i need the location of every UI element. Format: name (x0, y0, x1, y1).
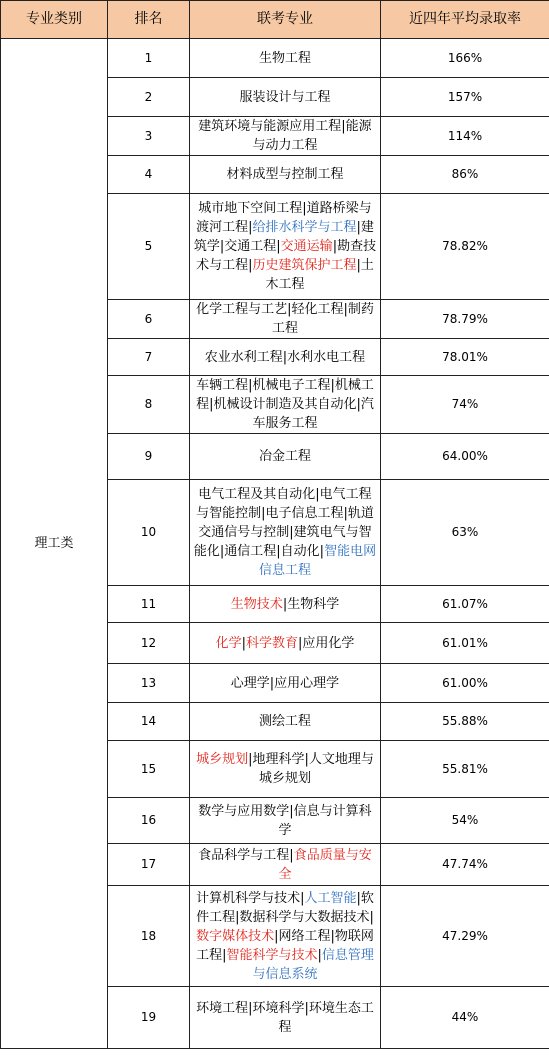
major-segment: |应用化学 (298, 635, 355, 651)
rank-cell: 2 (108, 78, 190, 117)
rate-cell: 55.88% (381, 703, 549, 741)
major-segment: | (317, 947, 322, 963)
major-segment: 数字媒体技术 (196, 928, 275, 944)
major-segment: 生物技术 (230, 596, 283, 612)
major-segment: 历史建筑保护工程 (252, 258, 357, 273)
major-cell (190, 987, 381, 1049)
rank-cell: 14 (108, 703, 190, 741)
major-segment: 城市地下空间工程|道路桥梁与渡河工程| (196, 201, 372, 235)
major-cell (190, 664, 381, 703)
major-cell (190, 703, 381, 741)
major-segment: 人工智能 (304, 890, 357, 906)
rate-cell: 157% (381, 78, 549, 117)
major-cell (190, 623, 381, 664)
header-rank: 排名 (108, 1, 190, 39)
rate-cell: 47.74% (381, 844, 549, 886)
major-segment: 科学教育 (246, 635, 299, 651)
rank-cell: 5 (108, 194, 190, 300)
rate-cell: 166% (381, 39, 549, 78)
table-header-row (1, 1, 549, 39)
major-segment: 测绘工程 (258, 714, 311, 729)
rank-cell: 15 (108, 741, 190, 798)
major-segment: 车辆工程|机械电子工程|机械工程|机械设计制造及其自动化|汽车服务工程 (196, 378, 374, 431)
category-cell: 理工类 (1, 39, 108, 1049)
rate-cell: 78.82% (381, 194, 549, 300)
major-cell (190, 480, 381, 586)
table-row (1, 39, 549, 78)
header-rate: 近四年平均录取率 (381, 1, 549, 39)
major-segment: 信息管理与信息系统 (252, 947, 374, 982)
header-category: 专业类别 (1, 1, 108, 39)
major-segment: 环境工程|环境科学|环境生态工程 (196, 1000, 374, 1035)
major-segment: 智能科学与技术 (226, 947, 318, 963)
major-cell (190, 300, 381, 339)
major-segment: |勘查技术与工程| (196, 239, 377, 273)
rank-cell: 9 (108, 434, 190, 480)
major-cell (190, 798, 381, 844)
rank-cell: 12 (108, 623, 190, 664)
rank-cell: 18 (108, 886, 190, 987)
rank-cell: 1 (108, 39, 190, 78)
rate-cell: 74% (381, 376, 549, 434)
rank-cell: 16 (108, 798, 190, 844)
rate-cell: 61.01% (381, 623, 549, 664)
rate-cell: 63% (381, 480, 549, 586)
major-segment: 食品质量与安全 (278, 847, 372, 882)
header-major: 联考专业 (190, 1, 381, 39)
major-segment: |建筑学|交通工程| (193, 220, 374, 254)
major-segment: 给排水科学与工程 (252, 220, 357, 235)
major-segment: 心理学|应用心理学 (230, 675, 340, 691)
major-segment: 材料成型与控制工程 (226, 167, 344, 182)
major-cell (190, 376, 381, 434)
table-body (1, 39, 549, 1049)
major-segment: 冶金工程 (258, 449, 311, 464)
major-cell (190, 39, 381, 78)
rate-cell: 44% (381, 987, 549, 1049)
major-cell (190, 194, 381, 300)
major-segment: | (241, 635, 246, 651)
rate-cell: 114% (381, 117, 549, 156)
major-segment: 交通运输 (280, 239, 333, 254)
major-segment: 食品科学与工程| (198, 847, 294, 863)
rank-cell: 11 (108, 586, 190, 623)
major-cell (190, 434, 381, 480)
rate-cell: 86% (381, 156, 549, 194)
rank-cell: 8 (108, 376, 190, 434)
rank-cell: 17 (108, 844, 190, 886)
rate-cell: 78.01% (381, 339, 549, 376)
major-segment: 电气工程及其自动化|电气工程与智能控制|电子信息工程|轨道交通信号与控制|建筑电气与智能化|通信工程|自动化| (193, 487, 374, 559)
rate-cell: 64.00% (381, 434, 549, 480)
major-cell (190, 78, 381, 117)
major-segment: 化学 (215, 635, 242, 651)
rank-cell: 7 (108, 339, 190, 376)
major-cell (190, 117, 381, 156)
major-segment: |地理科学|人文地理与城乡规划 (248, 752, 374, 786)
rank-cell: 10 (108, 480, 190, 586)
major-cell (190, 886, 381, 987)
major-segment: 化学工程与工艺|轻化工程|制药工程 (196, 302, 374, 336)
major-segment: |生物科学 (282, 596, 340, 612)
rate-cell: 55.81% (381, 741, 549, 798)
major-cell (190, 156, 381, 194)
major-segment: 生物工程 (258, 50, 311, 66)
major-cell (190, 586, 381, 623)
rank-cell: 13 (108, 664, 190, 703)
major-segment: |网络工程|物联网工程| (196, 928, 374, 963)
rank-cell: 6 (108, 300, 190, 339)
major-cell (190, 339, 381, 376)
rank-cell: 3 (108, 117, 190, 156)
major-segment: 建筑环境与能源应用工程|能源与动力工程 (198, 119, 372, 153)
major-segment: 农业水利工程|水利水电工程 (204, 349, 366, 365)
major-segment: |土木工程 (265, 258, 374, 292)
major-segment: 数学与应用数学|信息与计算科学 (198, 803, 372, 838)
rate-cell: 78.79% (381, 300, 549, 339)
major-segment: 城乡规划 (196, 752, 249, 767)
major-segment: 计算机科学与技术| (196, 890, 305, 906)
major-segment: 服装设计与工程 (239, 89, 331, 105)
major-cell (190, 741, 381, 798)
rank-cell: 19 (108, 987, 190, 1049)
major-segment: 智能电网信息工程 (258, 544, 377, 578)
major-segment: |软件工程|数据科学与大数据技术| (196, 890, 374, 925)
rate-cell: 61.00% (381, 664, 549, 703)
rate-cell: 47.29% (381, 886, 549, 987)
rate-cell: 61.07% (381, 586, 549, 623)
major-cell (190, 844, 381, 886)
rank-cell: 4 (108, 156, 190, 194)
rate-cell: 54% (381, 798, 549, 844)
